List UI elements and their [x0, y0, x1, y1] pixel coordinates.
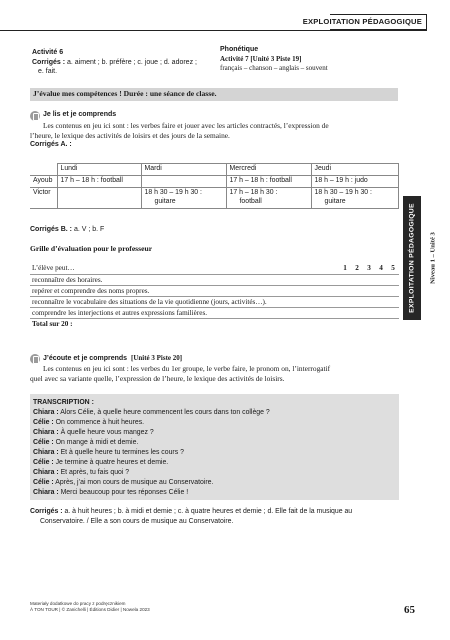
transcription-line — [33, 428, 396, 438]
reading-icon — [30, 111, 40, 121]
evaluation-item: repérer et comprendre des noms propres. — [30, 285, 399, 296]
corriges-b-text: a. V ; b. F — [72, 226, 105, 233]
score-column-4: 4 — [375, 263, 387, 274]
phonetique-title: Phonétique — [220, 46, 259, 53]
schedule-header-row — [30, 164, 399, 176]
line-text: Alors Célie, à quelle heure commencent les cours dans ton collège ? — [58, 409, 270, 416]
activite-6 — [32, 48, 222, 77]
section-b-heading — [43, 354, 182, 362]
evaluation-item: reconnaître des horaires. — [30, 274, 399, 285]
evaluation-grid-row — [30, 307, 399, 318]
evaluation-grid-head: L’élève peut… — [30, 263, 339, 274]
activite-6-corriges — [32, 58, 222, 68]
transcription-line — [33, 458, 396, 468]
evaluation-grid-row — [30, 285, 399, 296]
final-corriges-text: a. à huit heures ; b. à midi et demie ; c. à quatre heures et demie ; d. Elle fait de la musique au — [62, 508, 353, 515]
schedule-cell — [311, 188, 399, 209]
schedule-header-cell: Mercredi — [226, 164, 311, 176]
schedule-row — [30, 176, 399, 188]
line-text: Et après, tu fais quoi ? — [58, 469, 130, 476]
footer-line-2: À TON TOUR | © Zanichelli | Éditions Didier | Nowela 2023 — [30, 607, 150, 612]
line-text: On commence à huit heures. — [53, 419, 145, 426]
transcription-line — [33, 418, 396, 428]
transcription-title: TRANSCRIPTION : — [33, 399, 94, 406]
evaluation-item: comprendre les interjections et autres expressions familières. — [30, 307, 399, 318]
footer — [30, 601, 150, 613]
schedule-cell — [57, 188, 141, 209]
line-text: Je termine à quatre heures et demie. — [53, 459, 169, 466]
speaker: Chiara : — [33, 449, 59, 456]
final-corriges-label: Corrigés : — [30, 508, 63, 515]
speaker: Célie : — [33, 439, 54, 446]
speaker: Célie : — [33, 459, 54, 466]
transcription-line — [33, 478, 396, 488]
evaluation-total: Total sur 20 : — [32, 319, 73, 328]
phonetique-activity: Activité 7 [Unité 3 Piste 19] — [220, 54, 302, 63]
schedule-cell: Ayoub — [30, 176, 57, 188]
phonetique — [220, 45, 390, 74]
evaluation-banner-text: J’évalue mes compétences ! Durée : une séance de classe. — [33, 89, 217, 98]
score-column-1: 1 — [339, 263, 351, 274]
schedule-cell — [226, 188, 311, 209]
activite-6-title: Activité 6 — [32, 49, 64, 56]
evaluation-grid — [30, 263, 399, 329]
final-corriges-line-2: Conservatoire. / Elle a son cours de musique au Conservatoire. — [40, 517, 234, 525]
corriges-b — [30, 226, 104, 233]
phonetique-words: français – chanson – anglais – souvent — [220, 64, 328, 72]
schedule-cell: 17 h – 18 h : football — [226, 176, 311, 188]
schedule-table — [30, 163, 399, 209]
evaluation-grid-head-row — [30, 263, 399, 274]
section-a-corriges: Corrigés A. : — [30, 141, 72, 148]
grille-title: Grille d’évaluation pour le professeur — [30, 244, 153, 253]
schedule-header-cell: Jeudi — [311, 164, 399, 176]
line-text: À quelle heure vous mangez ? — [58, 429, 154, 436]
schedule-cell-line: 17 h – 18 h 30 : — [229, 189, 278, 196]
line-text: Et à quelle heure tu termines les cours ? — [58, 449, 184, 456]
score-column-5: 5 — [387, 263, 399, 274]
evaluation-grid-row — [30, 274, 399, 285]
speaker: Chiara : — [33, 429, 59, 436]
evaluation-item: reconnaître le vocabulaire des situations de la vie quotidienne (jours, activités…). — [30, 296, 399, 307]
transcription-line — [33, 488, 396, 498]
section-b-text-2: quel avec sa variante quelle, l’expression de l’heure, le lexique des activités de loisirs. — [30, 374, 285, 383]
line-text: On mange à midi et demie. — [53, 439, 139, 446]
evaluation-grid-row — [30, 296, 399, 307]
page-number: 65 — [404, 604, 415, 616]
schedule-cell-line: guitare — [154, 197, 176, 205]
footer-line-1: Materiały dodatkowe do pracy z podręcznikiem — [30, 601, 126, 606]
activite-6-corr-text-2: e. fait. — [38, 68, 58, 75]
activite-6-corr-label: Corrigés : — [32, 58, 66, 66]
schedule-cell: 17 h – 18 h : football — [57, 176, 141, 188]
score-column-3: 3 — [363, 263, 375, 274]
speaker: Célie : — [33, 419, 54, 426]
final-corriges — [30, 507, 399, 526]
final-corriges-line-1 — [30, 507, 399, 517]
schedule-cell — [141, 176, 226, 188]
transcription-line — [33, 448, 396, 458]
schedule-cell: Victor — [30, 188, 57, 209]
score-column-2: 2 — [351, 263, 363, 274]
transcription-box — [30, 394, 399, 500]
section-a-title: Je lis et je comprends — [43, 111, 117, 118]
schedule-cell-line: guitare — [324, 197, 346, 205]
header-title: EXPLOITATION PÉDAGOGIQUE — [302, 17, 422, 26]
header-box — [302, 14, 427, 30]
speaker: Célie : — [33, 479, 54, 486]
schedule-cell-line: football — [239, 197, 262, 205]
evaluation-banner — [30, 88, 398, 101]
transcription-line — [33, 408, 396, 418]
schedule-header-cell: Mardi — [141, 164, 226, 176]
schedule-cell-line: 18 h 30 – 19 h 30 : — [314, 189, 372, 196]
line-text: Après, j’ai mon cours de musique au Conservatoire. — [53, 479, 214, 486]
section-a-text-1: Les contenus en jeu ici sont : les verbes faire et jouer avec les articles contractés, l’expression de — [43, 121, 329, 130]
listening-icon — [30, 354, 40, 364]
section-a-text-2: l’heure, le lexique des activités de loisirs et des jours de la semaine. — [30, 131, 230, 140]
side-tab — [403, 196, 421, 320]
corriges-b-label: Corrigés B. : — [30, 226, 73, 233]
evaluation-grid-total-row — [30, 318, 399, 329]
speaker: Chiara : — [33, 469, 59, 476]
line-text: Merci beaucoup pour tes réponses Célie ! — [58, 489, 189, 496]
side-tab-label: EXPLOITATION PÉDAGOGIQUE — [408, 203, 416, 313]
schedule-row — [30, 188, 399, 209]
section-b-text-1: Les contenus en jeu ici sont : les verbes du 1er groupe, le verbe faire, le pronom on, l’interrogatif — [43, 364, 331, 373]
section-b-track: [Unité 3 Piste 20] — [130, 354, 183, 362]
activite-6-corr-text: a. aiment ; b. préfère ; c. joue ; d. adorez ; — [65, 58, 197, 66]
schedule-cell — [141, 188, 226, 209]
side-level-label: Niveau 1 – Unité 3 — [429, 232, 437, 284]
schedule-cell-line: 18 h 30 – 19 h 30 : — [144, 189, 202, 196]
header-rule — [0, 30, 427, 31]
schedule-cell: 18 h – 19 h : judo — [311, 176, 399, 188]
speaker: Chiara : — [33, 409, 59, 416]
transcription-line — [33, 468, 396, 478]
side-level — [428, 196, 438, 320]
transcription-line — [33, 438, 396, 448]
speaker: Chiara : — [33, 489, 59, 496]
section-b-title: J’écoute et je comprends — [43, 355, 128, 362]
schedule-header-cell — [30, 164, 57, 176]
schedule-header-cell: Lundi — [57, 164, 141, 176]
